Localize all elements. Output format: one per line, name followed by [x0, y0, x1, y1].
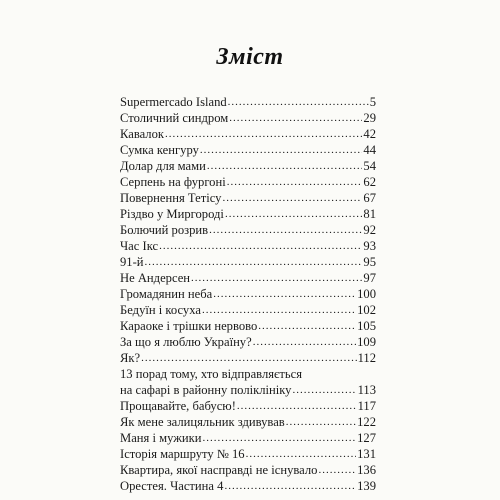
toc-entry-label: Сумка кенгуру	[120, 143, 199, 157]
dot-leader	[253, 334, 356, 350]
toc-entry	[120, 430, 376, 446]
toc-entry	[120, 414, 376, 430]
toc-entry	[120, 334, 376, 350]
toc-entry	[120, 94, 376, 110]
dot-leader	[141, 350, 356, 366]
dot-leader	[213, 286, 356, 302]
toc-entry-page: 139	[357, 479, 376, 493]
dot-leader	[229, 110, 362, 126]
toc-entry-label: Бедуїн і косуха	[120, 303, 201, 317]
toc-entry	[120, 254, 376, 270]
toc-entry-label: Долар для мами	[120, 159, 206, 173]
toc-entry-label: Громадянин неба	[120, 287, 213, 301]
toc-entry-label: Як?	[120, 351, 141, 365]
toc-entry-page: 62	[363, 175, 376, 189]
toc-entry-page: 131	[357, 447, 376, 461]
toc-entry	[120, 158, 376, 174]
toc-entry-page: 102	[357, 303, 376, 317]
dot-leader	[246, 446, 357, 462]
toc-entry-label: Кавалок	[120, 127, 165, 141]
toc-entry-label: на сафарі в районну поліклініку	[120, 383, 292, 397]
toc-entry-label: 91-й	[120, 255, 144, 269]
toc-entry	[120, 462, 376, 478]
toc-entry	[120, 478, 376, 494]
toc-entry-page: 44	[363, 143, 376, 157]
dot-leader	[209, 222, 362, 238]
dot-leader	[227, 174, 363, 190]
toc-entry-label: Караоке і трішки нервово	[120, 319, 258, 333]
dot-leader	[191, 270, 362, 286]
toc-entry-label: Маня і мужики	[120, 431, 202, 445]
toc-entry	[120, 142, 376, 158]
toc-entry	[120, 222, 376, 238]
dot-leader	[224, 478, 356, 494]
toc-entry-page: 95	[363, 255, 376, 269]
toc-entry-label: За що я люблю Україну?	[120, 335, 252, 349]
toc-entry-page: 5	[369, 95, 376, 109]
toc-entry-label: Історія маршруту № 16	[120, 447, 245, 461]
dot-leader	[292, 382, 356, 398]
dot-leader	[159, 238, 362, 254]
toc-entry-page: 105	[357, 319, 376, 333]
toc-entry	[120, 174, 376, 190]
toc-entry-page: 109	[357, 335, 376, 349]
toc-entry-page: 136	[357, 463, 376, 477]
toc-entry-label: Час Ікс	[120, 239, 159, 253]
toc-entry-label: Серпень на фургоні	[120, 175, 226, 189]
toc-entry-label: Столичний синдром	[120, 111, 229, 125]
toc-entry-page: 113	[357, 383, 376, 397]
toc-entry-label: 13 порад тому, хто відправляється	[120, 367, 303, 381]
toc-entry	[120, 382, 376, 398]
toc-entry-label: Supermercado Island	[120, 95, 227, 109]
toc-entry-page: 92	[363, 223, 376, 237]
toc-entry-first-line	[120, 366, 376, 382]
toc-entry-page: 112	[357, 351, 376, 365]
toc-entry-page: 100	[357, 287, 376, 301]
dot-leader	[207, 158, 363, 174]
dot-leader	[145, 254, 363, 270]
toc-entry-page: 67	[363, 191, 376, 205]
toc-entry	[120, 350, 376, 366]
toc-title: Зміст	[216, 44, 284, 70]
dot-leader	[222, 190, 362, 206]
dot-leader	[237, 398, 357, 414]
dot-leader	[258, 318, 356, 334]
toc-entry-label: Квартира, якої насправді не існувало	[120, 463, 318, 477]
toc-entry	[120, 446, 376, 462]
dot-leader	[200, 142, 363, 158]
toc-entry-label: Різдво у Миргороді	[120, 207, 224, 221]
toc-entry	[120, 110, 376, 126]
toc-entry-page: 42	[363, 127, 376, 141]
toc-entry-label: Повернення Тетісу	[120, 191, 222, 205]
toc-entry-page: 117	[357, 399, 376, 413]
toc-entry-page: 81	[363, 207, 376, 221]
toc-entry	[120, 190, 376, 206]
table-of-contents	[120, 94, 376, 494]
toc-entry	[120, 302, 376, 318]
dot-leader	[203, 430, 357, 446]
toc-entry-page: 93	[363, 239, 376, 253]
toc-entry-label: Як мене залицяльник здивував	[120, 415, 285, 429]
toc-entry	[120, 318, 376, 334]
toc-entry-page: 122	[357, 415, 376, 429]
dot-leader	[225, 206, 362, 222]
toc-entry	[120, 206, 376, 222]
toc-entry	[120, 286, 376, 302]
dot-leader	[318, 462, 356, 478]
toc-entry	[120, 238, 376, 254]
toc-entry	[120, 270, 376, 286]
toc-entry-label: Орестея. Частина 4	[120, 479, 224, 493]
toc-entry-page: 97	[363, 271, 376, 285]
dot-leader	[165, 126, 362, 142]
toc-entry-label: Не Андерсен	[120, 271, 191, 285]
toc-entry	[120, 126, 376, 142]
toc-entry-page: 127	[357, 431, 376, 445]
toc-entry-label: Прощавайте, бабусю!	[120, 399, 236, 413]
toc-entry	[120, 398, 376, 414]
dot-leader	[228, 94, 369, 110]
toc-entry-page: 29	[363, 111, 376, 125]
dot-leader	[286, 414, 356, 430]
toc-entry-page: 54	[363, 159, 376, 173]
toc-entry-label: Болючий розрив	[120, 223, 209, 237]
dot-leader	[202, 302, 356, 318]
